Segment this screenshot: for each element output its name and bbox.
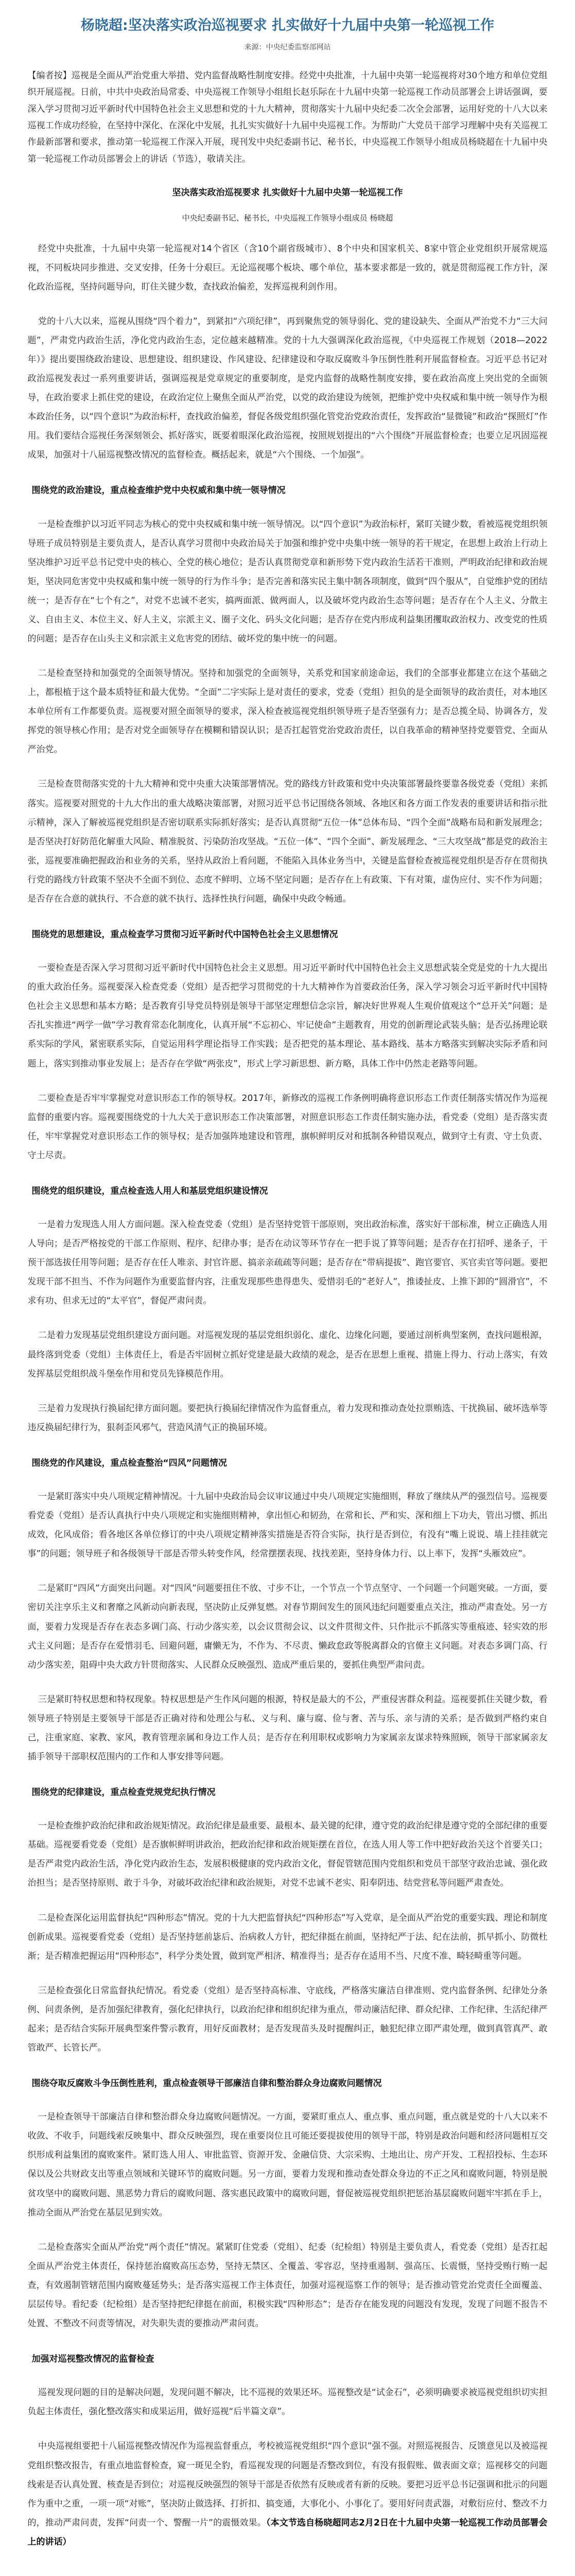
body-paragraph: 三是紧盯特权思想和特权现象。特权思想是产生作风问题的根源，特权是最大的不公，严重侵害群众利益。巡视要抓住关键少数，看领导班子特别是主要领导干部是否正确对待和处理公与私、义与利、廉与腐、俭与奢、苦与乐、亲与清的关系；是否做到严格约束自己，注重家庭、家教、家风，教育管理亲属和身边工作人员；是否存在利用职权或影响力为家属亲友谋求特殊照顾，领导干部家属亲友插手领导干部职权范围内的工作和人事安排等问题。 xyxy=(27,1694,548,1762)
body-paragraph: 一是检查维护政治纪律和政治规矩情况。政治纪律是最重要、最根本、最关键的纪律，遵守党的政治纪律是遵守党的全部纪律的重要基础。巡视要看党委（党组）是否旗帜鲜明讲政治，把政治纪律和政治规矩摆在首位，在选人用人等工作中把好政治关这个首要关口；是否严肃党内政治生活，净化党内政治生态，发展积极健康的党内政治文化，督促管辖范围内党组织和党员干部坚守政治忠诚、强化政治担当；是否坚持原则、敢于斗争，对破坏政治纪律和政治规矩，对党不忠诚不老实、阳奉阴违、结党营私等问题严肃查处。 xyxy=(27,1821,548,1889)
body-paragraph: 三是检查贯彻落实党的十九大精神和党中央重大决策部署情况。党的路线方针政策和党中央决策部署最终要靠各级党委（党组）来抓落实。巡视要对照党的十九大作出的重大战略决策部署，对照习近平总书记围绕各领域、各地区和各方面工作发表的重要讲话和指示批示精神，深入了解被巡视党组织是否密切联系实际抓好落实；是否认真贯彻“五位一体”总体布局、“四个全面”战略布局和新发展理念；是否坚决打好防范化解重大风险、精准脱贫、污染防治攻坚战。“五位一体”、“四个全面”、新发展理念、“三大攻坚战”都是党的政治主张，巡视要准确把握政治和业务的关系，坚持从政治上看问题，不能陷入具体业务当中，关键是监督检查被巡视党组织是否存在贯彻执行党的路线方针政策不坚决不全面不到位、态度不鲜明、立场不坚定问题；是否存在上有政策、下有对策，虚伪应付、实不作为问题；是否存在合意的就执行、不合意的就不执行、选择性执行问题，确保中央政令畅通。 xyxy=(27,779,548,904)
article-page xyxy=(28,0,548,2576)
body-paragraph: 三是着力发现执行换届纪律方面问题。要把执行换届纪律情况作为监督重点，着力发现和推动查处拉票贿选、干扰换届、破坏选举等违反换届纪律行为，狠刹歪风邪气，营造风清气正的换届环境。 xyxy=(27,1403,548,1433)
body-paragraph: 一是检查维护以习近平同志为核心的党中央权威和集中统一领导情况。以“四个意识”为政治标杆，紧盯关键少数，看被巡视党组织领导班子成员特别是主要负责人，是否认真学习贯彻中央政治局关于加强和维护党中央集中统一领导的若干规定，在思想上政治上行动上坚决维护习近平总书记党中央的核心、全党的核心地位；是否认真贯彻党章和新形势下党内政治生活若干准则，严明政治纪律和政治规矩，坚决同危害党中央权威和集中统一领导的行为作斗争；是否完善和落实民主集中制各项制度，做到“四个服从”，自觉维护党的团结统一；是否存在“七个有之”，对党不忠诚不老实，搞两面派、做两面人，以及破坏党内政治生态等问题；是否存在个人主义、分散主义、自由主义、本位主义、好人主义，宗派主义、圈子文化、码头文化问题；是否存在党内形成利益集团攫取政治权力、改变党的性质的问题；是否存在山头主义和宗派主义危害党的团结、破坏党的集中统一的问题。 xyxy=(27,519,548,645)
body-paragraph: 三是检查强化日常监督执纪情况。看党委（党组）是否坚持高标准、守底线，严格落实廉洁自律准则、党内监督条例、纪律处分条例、问责条例，是否加强纪律教育，强化纪律执行，以政治纪律和组织纪律为重点，带动廉洁纪律、群众纪律、工作纪律、生活纪律严起来；是否结合实际开展典型案件警示教育，用好反面教材；是否发现苗头及时提醒纠正，触犯纪律立即严肃处理，做到真管真严、敢管敢严、长管长严。 xyxy=(27,1985,548,2053)
body-paragraph: 二是着力发现基层党组织建设方面问题。对巡视发现的基层党组织弱化、虚化、边缘化问题，要通过剖析典型案例，查找问题根源，最终落到党委（党组）主体责任上，看是否牢固树立抓好党建是最大政绩的观念，是否在思想上重视、措施上得力、行动上落实，有效发挥基层党组织战斗堡垒作用和党员先锋模范作用。 xyxy=(27,1330,548,1379)
body-paragraph: 一是紧盯落实中央八项规定精神情况。十九届中央政治局会议审议通过中央八项规定实施细则，释放了继续从严的强烈信号。巡视要看党委（党组）是否认真执行中央八项规定和实施细则精神，拿出恒心和韧劲，在常和长、严和实、深和细上下功夫，管出习惯、抓出成效，化风成俗；看各地区各单位修订的中央八项规定精神落实措施是否符合实际，执行是否到位，有没有“嘴上说说、墙上挂挂就完事”的问题；领导班子和各级领导干部是否带头转变作风，经常摆摆表现、找找差距，坚持身体力行、以上率下，发挥“头雁效应”。 xyxy=(27,1492,548,1560)
page-title: 杨晓超:坚决落实政治巡视要求 扎实做好十九届中央第一轮巡视工作 xyxy=(80,18,495,33)
article-body xyxy=(28,240,548,2552)
section-heading: 围绕党的思想建设，重点检查学习贯彻习近平新时代中国特色社会主义思想情况 xyxy=(31,929,338,940)
body-paragraph: 一要检查是否深入学习贯彻习近平新时代中国特色社会主义思想。用习近平新时代中国特色社会主义思想武装全党是党的十九大提出的重大政治任务。巡视要深入检查党委（党组）是否把学习贯彻党的十九大精神作为首要政治任务，深入学习领会习近平新时代中国特色社会主义思想和基本方略；是否教育引导党员特别是领导干部坚定理想信念宗旨，解决好世界观人生观价值观这个“总开关”问题；是否扎实推进“两学一做”学习教育常态化制度化，认真开展“不忘初心、牢记使命”主题教育，用党的创新理论武装头脑；是否弘扬理论联系实际的学风，紧密联系实际，自觉运用科学理论指导工作实践；是否把党的基本理论、基本路线、基本方略落实到解决实际矛盾和问题上，落实到推动事业发展上；是否存在学做“两张皮”，形式上学习新思想、新方略，具体工作中仍然走老路等问题。 xyxy=(27,963,548,1069)
article-source: 来源：中央纪委监察部网站 xyxy=(244,43,331,52)
section-heading: 围绕夺取反腐败斗争压倒性胜利，重点检查领导干部廉洁自律和整治群众身边腐败问题情况 xyxy=(31,2078,382,2089)
body-paragraph: 一是检查领导干部廉洁自律和整治群众身边腐败问题情况。一方面，要紧盯重点人、重点事、重点问题，重点就是党的十八大以来不收敛、不收手，问题线索反映集中、群众反映强烈，现在重要岗位且可能还要提拔使用的领导干部，特别是政治问题和经济问题相互交织形成利益集团的腐败案件。紧盯选人用人、审批监管、资源开发、金融信贷、大宗采购、土地出让、房产开发、工程招投标、生态环保以及公共财政支出等重点领域和关键环节的腐败问题。另一方面，要着力发现和推动查处群众身边的不正之风和腐败问题，特别是脱贫攻坚中的腐败问题、黑恶势力背后的腐败问题、落实惠民政策中的腐败问题，督促被巡视党组织把惩治基层腐败问题牢牢抓在手上，推动全面从严治党在基层见到实效。 xyxy=(27,2112,548,2218)
section-heading: 围绕党的政治建设，重点检查维护党中央权威和集中统一领导情况 xyxy=(31,485,286,496)
editor-note: 【编者按】巡视是全面从严治党重大举措、党内监督战略性制度安排。经党中央批准，十九届中央第一轮巡视将对30个地方和单位党组织开展巡视。日前，中共中央政治局常委、中央巡视工作领导小组组长赵乐际在十九届中央第一轮巡视工作动员部署会上讲话强调，要深入学习贯彻习近平新时代中国特色社会主义思想和党的十九大精神，贯彻落实十九届中央纪委二次全会部署，运用好党的十八大以来巡视工作成功经验，在坚持中深化、在深化中发展，扎扎实实做好十九届中央巡视工作。为帮助广大党员干部学习理解中央有关巡视工作最新部署和要求，推动第一轮巡视工作深入开展，现刊发中央纪委副书记、秘书长，中央巡视工作领导小组成员杨晓超在十九届中央第一轮巡视工作动员部署会上的讲话（节选），敬请关注。 xyxy=(27,71,548,164)
section-heading: 围绕党的作风建设，重点检查整治“四风”问题情况 xyxy=(31,1458,227,1468)
body-paragraph: 经党中央批准，十九届中央第一轮巡视对14个省区（含10个副省级城市）、8个中央和国家机关、8家中管企业党组织开展常规巡视，不同板块同步推进、交叉安排，任务十分艰巨。无论巡视哪个板块、哪个单位，基本要求都是一致的，就是贯彻巡视工作方针，深化政治巡视，坚持问题导向，盯住关键少数，查找政治偏差，发挥巡视利剑作用。 xyxy=(27,243,548,292)
body-paragraph: 巡视发现问题的目的是解决问题，发现问题不解决，比不巡视的效果还坏。巡视整改是“试金石”，必须明确要求被巡视党组织切实担负起主体责任，强化整改落实和成果运用，做好巡视“后半篇文章”。 xyxy=(27,2387,548,2417)
body-paragraph: 党的十八大以来，巡视从围绕“四个着力”，到紧扣“六项纪律”，再到聚焦党的领导弱化、党的建设缺失、全面从严治党不力“三大问题”，严肃党内政治生活，净化党内政治生态，定位越来越精准。党的十九大强调深化政治巡视，《中央巡视工作规划（2018—2022年）》提出要围绕政治建设、思想建设、组织建设、作风建设、纪律建设和夺取反腐败斗争压倒性胜利开展监督检查。习近平总书记对政治巡视发表过一系列重要讲话，强调巡视是党章规定的重要制度，是党内监督的战略性制度安排，要在政治高度上突出党的全面领导，在政治要求上抓住党的建设，在政治定位上聚焦全面从严治党，以党的政治建设为统领，把维护党中央权威和集中统一领导作为根本政治任务，以“四个意识”为政治标杆，查找政治偏差，督促各级党组织强化管党治党政治责任，发挥政治“显微镜”和政治“探照灯”作用。我们要结合巡视任务深刻领会、抓好落实，既要着眼深化政治巡视，按照规划提出的“六个围绕”开展监督检查；也要立足巩固巡视成果，加强对十八届巡视整改情况的监督检查。概括起来，就是“六个围绕、一个加强”。 xyxy=(27,316,548,461)
body-paragraph: 一是着力发现选人用人方面问题。深入检查党委（党组）是否坚持党管干部原则，突出政治标准，落实好干部标准，树立正确选人用人导向；是否严格按党的干部工作原则、程序、纪律办事；是否在动议等环节存在一把手说了算等问题；是否存在打招呼、递条子，干预干部选拔任用等问题；是否存在任人唯亲、封官许愿、搞亲亲疏疏等问题；是否存在“带病提拔”、跑官要官、买官卖官等问题。要把发现干部不担当、不作为问题作为重要监督内容，注重发现那些患得患失、爱惜羽毛的“老好人”，推诿扯皮、上推下卸的“圆滑官”，不求有功、但求无过的“太平官”，督促严肃问责。 xyxy=(27,1219,548,1307)
section-heading: 围绕党的纪律建设，重点检查党规党纪执行情况 xyxy=(31,1787,216,1798)
body-paragraph: 二是检查落实全面从严治党“两个责任”情况。紧紧盯住党委（党组）、纪委（纪检组）特别是主要负责人，看党委（党组）是否扛起全面从严治党主体责任，保持惩治腐败高压态势，坚持无禁区、全覆盖、零容忍，坚持重遏制、强高压、长震慑，坚持受贿行贿一起查，有效遏制管辖范围内腐败蔓延势头；是否落实巡视工作主体责任，加强对巡视巡察工作的领导；是否推动管党治党责任全面覆盖、层层传导。看纪委（纪检组）是否坚持把纪律挺在前面，积极实践“四种形态”；是否存在能发现的问题没有发现，发现了问题不报告不处置、不整改不问责等情况，对失职失责的要推动严肃问责。 xyxy=(27,2242,548,2329)
body-paragraph: 中央巡视组要把十八届巡视整改情况作为巡视监督重点，考校被巡视党组织“四个意识”强不强。对照巡视报告、反馈意见以及被巡视党组织整改报告，有重点地监督检查，窥一斑见全豹，看巡视发现的问题是否整改到位，有没有报假账、做表面文章；巡视移交的问题线索是否认真处置、核查是否到位；对巡视反映强烈的领导干部是否依然有反映或者有新的反映。要把习近平总书记强调和批示的问题作为重中之重，一项一项“对账”，坚决防止做选择、打折扣、搞变通，大事化小、小事化了。要用好问责武器，对敷衍应付、整改不力的，推动严肃问责，发挥“问责一个、警醒一片”的震慑效果。（本文节选自杨晓超同志2月2日在十九届中央第一轮巡视工作动员部署会上的讲话） xyxy=(27,2441,548,2547)
section-heading: 围绕党的组织建设，重点检查选人用人和基层党组织建设情况 xyxy=(31,1185,268,1196)
body-paragraph: 二是检查坚持和加强党的全面领导情况。坚持和加强党的全面领导，关系党和国家前途命运，我们的全部事业都建立在这个基础之上，都根植于这个最本质特征和最大优势。“全面”二字实际上是对责任的要求，党委（党组）担负的是全面领导的政治责任，对本地区本单位所有工作都要负责。巡视要对照全面领导的要求，深入检查被巡视党组织领导班子是否坚强有力；是否总揽全局、协调各方，发挥党的领导核心作用；是否对党全面领导存在模糊和错误认识；是否扛起管党治党政治责任，以自我革命的精神坚持党要管党、全面从严治党。 xyxy=(27,668,548,755)
article-byline: 中央纪委副书记、秘书长，中央巡视工作领导小组成员 杨晓超 xyxy=(182,213,393,223)
body-paragraph: 二是检查深化运用监督执纪“四种形态”情况。党的十九大把监督执纪“四种形态”写入党章，是全面从严治党的重要实践、理论和制度创新成果。巡视要看党委（党组）是否坚持惩前毖后、治病救人方针，把纪律挺在前面，坚持纪严于法、纪在法前，抓早抓小、防微杜渐；是否精准把握运用“四种形态”，科学分类处置，做到宽严相济、精准得当；是否存在适用不当、尺度不准、畸轻畸重等问题。 xyxy=(27,1912,548,1961)
body-paragraph: 二是紧盯“四风”方面突出问题。对“四风”问题要扭住不放、寸步不让，一个节点一个节点坚守、一个问题一个问题突破。一方面，要密切关注享乐主义和奢靡之风新动向新表现，坚决防止反弹复燃。对春节期间发生的顶风违纪问题要重点关注，推动严肃查处。另一方面，要着力发现是否存在表态多调门高、行动少落实差，以会议贯彻会议、以文件贯彻文件、只作批示不抓落实等重痕迹、轻实效的形式主义问题；是否存在爱惜羽毛、回避问题，庸懒无为，不作为、不尽责、懒政怠政等脱离群众的官僚主义问题。对表态多调门高、行动少落实差，阻碍中央大政方针贯彻落实、人民群众反映强烈、造成严重后果的，要抓住典型严肃问责。 xyxy=(27,1583,548,1670)
body-paragraph: 二要检查是否牢牢掌握党对意识形态工作的领导权。2017年，新修改的巡视工作条例明确将意识形态工作责任制落实情况作为巡视监督的重要内容。巡视要围绕党的十九大关于意识形态工作决策部署，对照意识形态工作责任制实施办法，看党委（党组）是否落实责任，牢牢掌握党对意识形态工作的领导权；是否加强阵地建设和管理，旗帜鲜明反对和抵制各种错误观点，做到守土有责、守土负责、守土尽责。 xyxy=(27,1093,548,1161)
section-heading: 加强对巡视整改情况的监督检查 xyxy=(31,2353,154,2364)
closing-note: （本文节选自杨晓超同志2月2日在十九届中央第一轮巡视工作动员部署会上的讲话） xyxy=(27,2517,548,2547)
article-subtitle: 坚决落实政治巡视要求 扎实做好十九届中央第一轮巡视工作 xyxy=(172,187,403,198)
